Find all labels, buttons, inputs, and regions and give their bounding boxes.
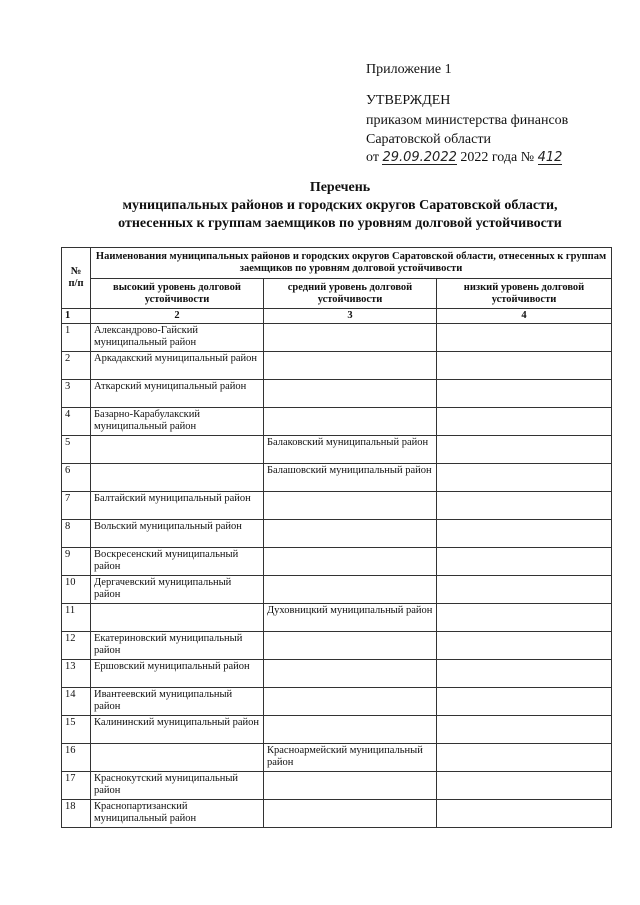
order-date-line xyxy=(366,150,562,166)
cell-high: Краснокутский муниципальный район xyxy=(91,772,264,800)
cell-mid: Духовницкий муниципальный район xyxy=(264,604,437,632)
cell-low xyxy=(437,604,612,632)
cell-mid xyxy=(264,324,437,352)
cell-low xyxy=(437,688,612,716)
appendix-label: Приложение 1 xyxy=(366,62,452,77)
cell-mid xyxy=(264,716,437,744)
cell-n: 15 xyxy=(62,716,91,744)
table-row xyxy=(62,800,612,828)
cell-high: Аркадакский муниципальный район xyxy=(91,352,264,380)
cell-high xyxy=(91,744,264,772)
cell-low xyxy=(437,772,612,800)
cell-mid xyxy=(264,380,437,408)
cell-mid xyxy=(264,408,437,436)
cell-mid xyxy=(264,548,437,576)
cell-n: 1 xyxy=(62,324,91,352)
cell-high: Краснопартизанский муниципальный район xyxy=(91,800,264,828)
cell-low xyxy=(437,576,612,604)
handwritten-number: 412 xyxy=(537,150,563,165)
cell-low xyxy=(437,492,612,520)
table-row xyxy=(62,464,612,492)
table-row xyxy=(62,744,612,772)
cell-low xyxy=(437,408,612,436)
handwritten-date: 29.09.2022 xyxy=(382,150,457,165)
cell-mid: Балашовский муниципальный район xyxy=(264,464,437,492)
document-subtitle-line-1: муниципальных районов и городских округов Саратовской области, xyxy=(122,198,558,213)
cell-high: Ивантеевский муниципальный район xyxy=(91,688,264,716)
cell-n: 17 xyxy=(62,772,91,800)
table-row xyxy=(62,604,612,632)
cell-low xyxy=(437,464,612,492)
cell-low xyxy=(437,548,612,576)
cell-n: 4 xyxy=(62,408,91,436)
col-mid-header: средний уровень долговой устойчивости xyxy=(264,279,437,309)
cell-mid: Балаковский муниципальный район xyxy=(264,436,437,464)
approved-label: УТВЕРЖДЕН xyxy=(366,93,451,108)
order-line-1: приказом министерства финансов xyxy=(366,113,569,128)
cell-n: 8 xyxy=(62,520,91,548)
cell-low xyxy=(437,436,612,464)
cell-low xyxy=(437,632,612,660)
table-row xyxy=(62,660,612,688)
index-cell: 2 xyxy=(91,309,264,324)
cell-low xyxy=(437,716,612,744)
borrowers-table xyxy=(61,247,612,828)
table-row xyxy=(62,520,612,548)
cell-low xyxy=(437,380,612,408)
document-subtitle-line-2: отнесенных к группам заемщиков по уровням долговой устойчивости xyxy=(118,216,562,231)
year-label: 2022 года xyxy=(460,150,518,165)
cell-high: Аткарский муниципальный район xyxy=(91,380,264,408)
cell-mid xyxy=(264,660,437,688)
cell-mid xyxy=(264,576,437,604)
index-cell: 1 xyxy=(62,309,91,324)
cell-n: 13 xyxy=(62,660,91,688)
table-row xyxy=(62,492,612,520)
cell-mid xyxy=(264,352,437,380)
cell-n: 14 xyxy=(62,688,91,716)
table-row xyxy=(62,772,612,800)
cell-high: Воскресенский муниципальный район xyxy=(91,548,264,576)
cell-n: 2 xyxy=(62,352,91,380)
cell-n: 11 xyxy=(62,604,91,632)
cell-low xyxy=(437,520,612,548)
table-row xyxy=(62,548,612,576)
cell-low xyxy=(437,660,612,688)
index-cell: 4 xyxy=(437,309,612,324)
table-row xyxy=(62,576,612,604)
table-row xyxy=(62,380,612,408)
cell-n: 3 xyxy=(62,380,91,408)
table-row xyxy=(62,632,612,660)
from-label: от xyxy=(366,150,379,165)
cell-low xyxy=(437,352,612,380)
table-row xyxy=(62,352,612,380)
cell-mid xyxy=(264,632,437,660)
table-row xyxy=(62,324,612,352)
cell-mid xyxy=(264,800,437,828)
cell-low xyxy=(437,744,612,772)
col-number-header: № п/п xyxy=(62,248,91,309)
cell-high: Дергачевский муниципальный район xyxy=(91,576,264,604)
table-row xyxy=(62,436,612,464)
cell-mid xyxy=(264,772,437,800)
cell-mid: Красноармейский муниципальный район xyxy=(264,744,437,772)
cell-n: 9 xyxy=(62,548,91,576)
cell-n: 12 xyxy=(62,632,91,660)
cell-high: Вольский муниципальный район xyxy=(91,520,264,548)
cell-n: 18 xyxy=(62,800,91,828)
cell-mid xyxy=(264,520,437,548)
order-line-2: Саратовской области xyxy=(366,132,491,147)
index-cell: 3 xyxy=(264,309,437,324)
cell-high: Екатериновский муниципальный район xyxy=(91,632,264,660)
cell-mid xyxy=(264,492,437,520)
cell-high xyxy=(91,436,264,464)
cell-n: 16 xyxy=(62,744,91,772)
table-row xyxy=(62,408,612,436)
document-title: Перечень xyxy=(309,180,371,195)
cell-mid xyxy=(264,688,437,716)
cell-high: Балтайский муниципальный район xyxy=(91,492,264,520)
cell-high: Базарно-Карабулакский муниципальный район xyxy=(91,408,264,436)
cell-high xyxy=(91,464,264,492)
table-row xyxy=(62,716,612,744)
table-row xyxy=(62,688,612,716)
cell-high: Калининский муниципальный район xyxy=(91,716,264,744)
cell-n: 5 xyxy=(62,436,91,464)
cell-low xyxy=(437,324,612,352)
cell-n: 6 xyxy=(62,464,91,492)
cell-n: 10 xyxy=(62,576,91,604)
number-sign: № xyxy=(520,150,535,165)
col-low-header: низкий уровень долговой устойчивости xyxy=(437,279,612,309)
group-header: Наименования муниципальных районов и городских округов Саратовской области, отнесенных к группам заемщиков по уровням долговой устойчивости xyxy=(91,248,612,279)
cell-high: Александрово-Гайский муниципальный район xyxy=(91,324,264,352)
cell-high: Ершовский муниципальный район xyxy=(91,660,264,688)
cell-low xyxy=(437,800,612,828)
col-high-header: высокий уровень долговой устойчивости xyxy=(91,279,264,309)
cell-high xyxy=(91,604,264,632)
cell-n: 7 xyxy=(62,492,91,520)
